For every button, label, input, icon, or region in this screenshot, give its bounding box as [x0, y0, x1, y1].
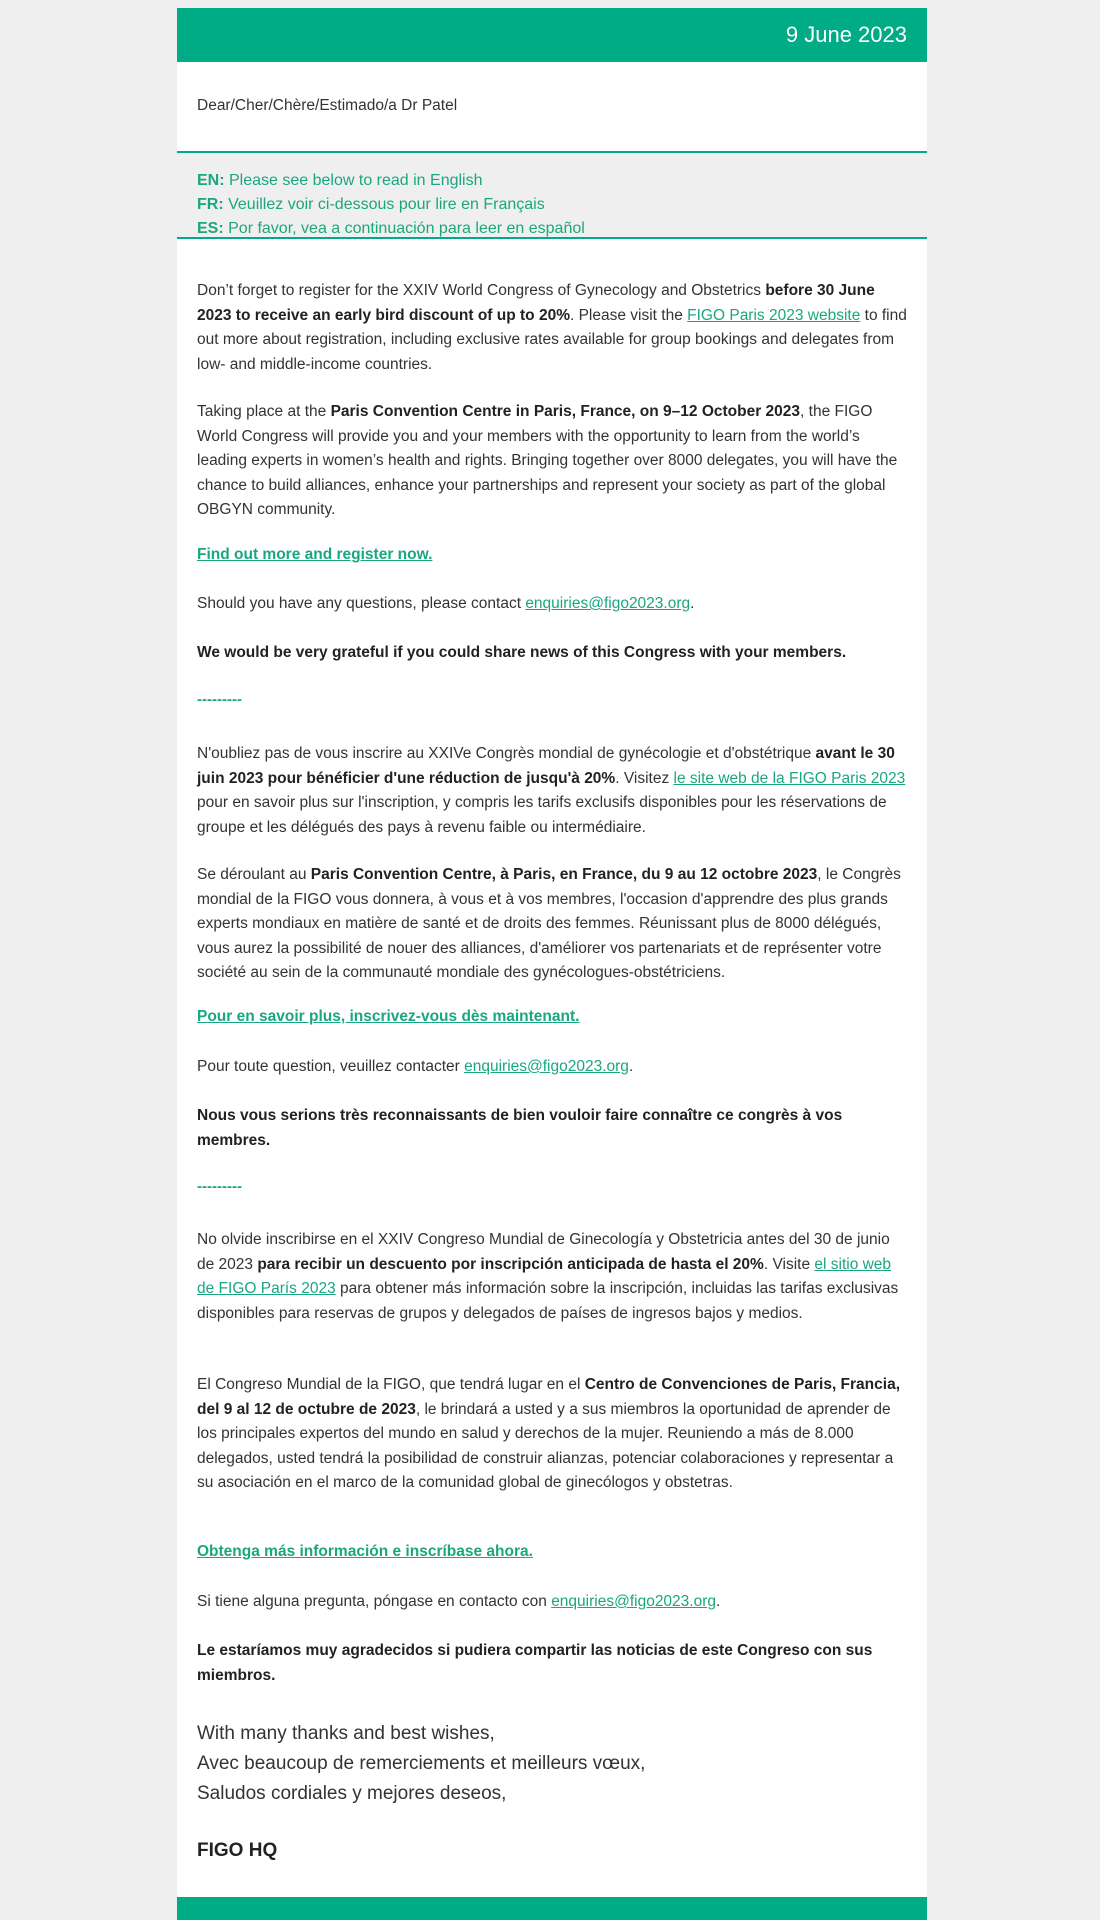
- fr-email-link[interactable]: enquiries@figo2023.org: [464, 1058, 629, 1075]
- text: .: [628, 1058, 634, 1075]
- text: Pour toute question, veuillez contacter: [197, 1058, 465, 1075]
- text: pour en savoir plus sur l'inscription, y compris les tarifs exclusifs disponibles pour les réservations de groupe et les délégués des pays à revenu faible ou intermédiaire.: [197, 794, 887, 836]
- email-card: [177, 8, 927, 1920]
- language-line-fr: [197, 196, 545, 214]
- header-date: 9 June 2023: [785, 22, 907, 47]
- text-bold: We would be very grateful if you could share news of this Congress with your members.: [197, 644, 847, 661]
- text-bold: Paris Convention Centre, à Paris, en France, du 9 au 12 octobre 2023: [310, 866, 818, 883]
- es-paragraph-venue: [197, 1373, 909, 1496]
- language-text: Veuillez voir ci-dessous pour lire en Français: [223, 196, 545, 213]
- text: , le Congrès mondial de la FIGO vous donnera, à vous et à vos membres, l'occasion d'apprendre des plus grands experts mondiaux en matière de santé et de droits des femmes. Réunissant plus de 8000 délégués, vous aurez la possibilité de nouer des alliances, d'améliorer vos partenariats et de représenter votre société au sein de la communauté mondiale des gynécologues-obstétriciens.: [197, 866, 901, 981]
- en-paragraph-venue: [197, 400, 909, 523]
- es-register-link[interactable]: Obtenga más información e inscríbase ahora.: [197, 1543, 533, 1560]
- text-bold: Nous vous serions très reconnaissants de bien vouloir faire connaître ce congrès à vos membres.: [197, 1107, 843, 1149]
- text: .: [690, 595, 695, 612]
- text: Don’t forget to register for the XXIV World Congress of Gynecology and Obstetrics: [197, 282, 766, 299]
- es-contact: [197, 1590, 909, 1615]
- separator: ---------: [197, 1178, 242, 1195]
- text-bold: avant le 30 juin 2023 pour bénéficier d'une réduction de jusqu'à 20%: [197, 745, 895, 787]
- fr-share-request: [197, 1104, 909, 1153]
- text: El Congreso Mundial de la FIGO, que tendrá lugar en el: [197, 1376, 585, 1393]
- closing-en: With many thanks and best wishes,: [197, 1723, 495, 1744]
- text: , le brindará a usted y a sus miembros la oportunidad de aprender de los principales expertos del mundo en salud y derechos de la mujer. Reuniendo a más de 8.000 delegados, usted tendrá la posibilidad de construir alianzas, potenciar colaboraciones y representar a su asociación en el marco de la comunidad global de ginecólogos y obstetras.: [197, 1400, 894, 1491]
- language-code: ES:: [197, 220, 224, 237]
- language-line-es: [197, 220, 585, 238]
- text: No olvide inscribirse en el XXIV Congreso Mundial de Ginecología y Obstetricia antes del 30 de junio de 2023: [197, 1231, 890, 1273]
- es-website-link[interactable]: el sitio web de FIGO París 2023: [197, 1255, 892, 1297]
- text: . Visitez: [615, 769, 674, 787]
- es-email-link[interactable]: enquiries@figo2023.org: [551, 1593, 717, 1610]
- language-text: Please see below to read in English: [224, 172, 483, 189]
- en-register-link[interactable]: Find out more and register now.: [197, 546, 433, 563]
- text: . Visite: [763, 1255, 815, 1273]
- text: , the FIGO World Congress will provide you and your members with the opportunity to learn from the world’s leading experts in women’s health and rights. Bringing together over 8000 delegates, you will have the chance to build alliances, enhance your partnerships and represent your society as part of the global OBGYN community.: [197, 403, 898, 518]
- en-share-request: [197, 641, 909, 666]
- language-box: [177, 151, 927, 239]
- closing-fr: Avec beaucoup de remerciements et meilleurs vœux,: [197, 1753, 646, 1774]
- closing-es: Saludos cordiales y mejores deseos,: [197, 1783, 507, 1804]
- en-paragraph-registration: [197, 279, 909, 377]
- fr-paragraph-registration: [197, 742, 909, 840]
- text: para obtener más información sobre la inscripción, incluidas las tarifas exclusivas disponibles para reservas de grupos y delegados de países de ingresos bajos y medios.: [197, 1280, 899, 1322]
- text: . Please visit the: [569, 306, 688, 324]
- en-website-link[interactable]: FIGO Paris 2023 website: [687, 306, 861, 324]
- text-bold: Centro de Convenciones de Paris, Francia, del 9 al 12 de octubre de 2023: [197, 1376, 900, 1418]
- en-email-link[interactable]: enquiries@figo2023.org: [525, 595, 691, 612]
- fr-register-link[interactable]: Pour en savoir plus, inscrivez-vous dès maintenant.: [197, 1008, 580, 1025]
- text: to find out more about registration, including exclusive rates available for group bookings and delegates from low- and middle-income countries.: [197, 306, 907, 373]
- greeting: Dear/Cher/Chère/Estimado/a Dr Patel: [197, 97, 458, 114]
- text-bold: Paris Convention Centre in Paris, France, on 9–12 October 2023: [330, 403, 801, 420]
- language-code: FR:: [197, 196, 224, 213]
- text: Taking place at the: [197, 403, 331, 420]
- en-contact: [197, 592, 909, 617]
- text-bold: Le estaríamos muy agradecidos si pudiera compartir las noticias de este Congreso con sus miembros.: [197, 1642, 873, 1684]
- fr-website-link[interactable]: le site web de la FIGO Paris 2023: [673, 769, 906, 787]
- separator: ---------: [197, 691, 242, 708]
- fr-paragraph-venue: [197, 863, 909, 986]
- fr-contact: [197, 1055, 909, 1080]
- text-bold: para recibir un descuento por inscripción anticipada de hasta el 20%: [257, 1255, 764, 1273]
- language-line-en: [197, 172, 483, 190]
- text: N'oubliez pas de vous inscrire au XXIVe Congrès mondial de gynécologie et d'obstétrique: [197, 745, 816, 762]
- text: Should you have any questions, please contact: [197, 595, 526, 612]
- text: Se déroulant au: [197, 866, 311, 883]
- footer-bar: [177, 1897, 927, 1920]
- language-code: EN:: [197, 172, 225, 189]
- es-share-request: [197, 1639, 909, 1688]
- text: .: [716, 1593, 721, 1610]
- es-paragraph-registration: [197, 1228, 909, 1326]
- header-bar: [177, 8, 927, 62]
- signature: FIGO HQ: [197, 1840, 278, 1861]
- text: Si tiene alguna pregunta, póngase en contacto con: [197, 1593, 552, 1610]
- language-text: Por favor, vea a continuación para leer en español: [223, 220, 585, 237]
- text-bold: before 30 June 2023 to receive an early bird discount of up to 20%: [197, 282, 875, 324]
